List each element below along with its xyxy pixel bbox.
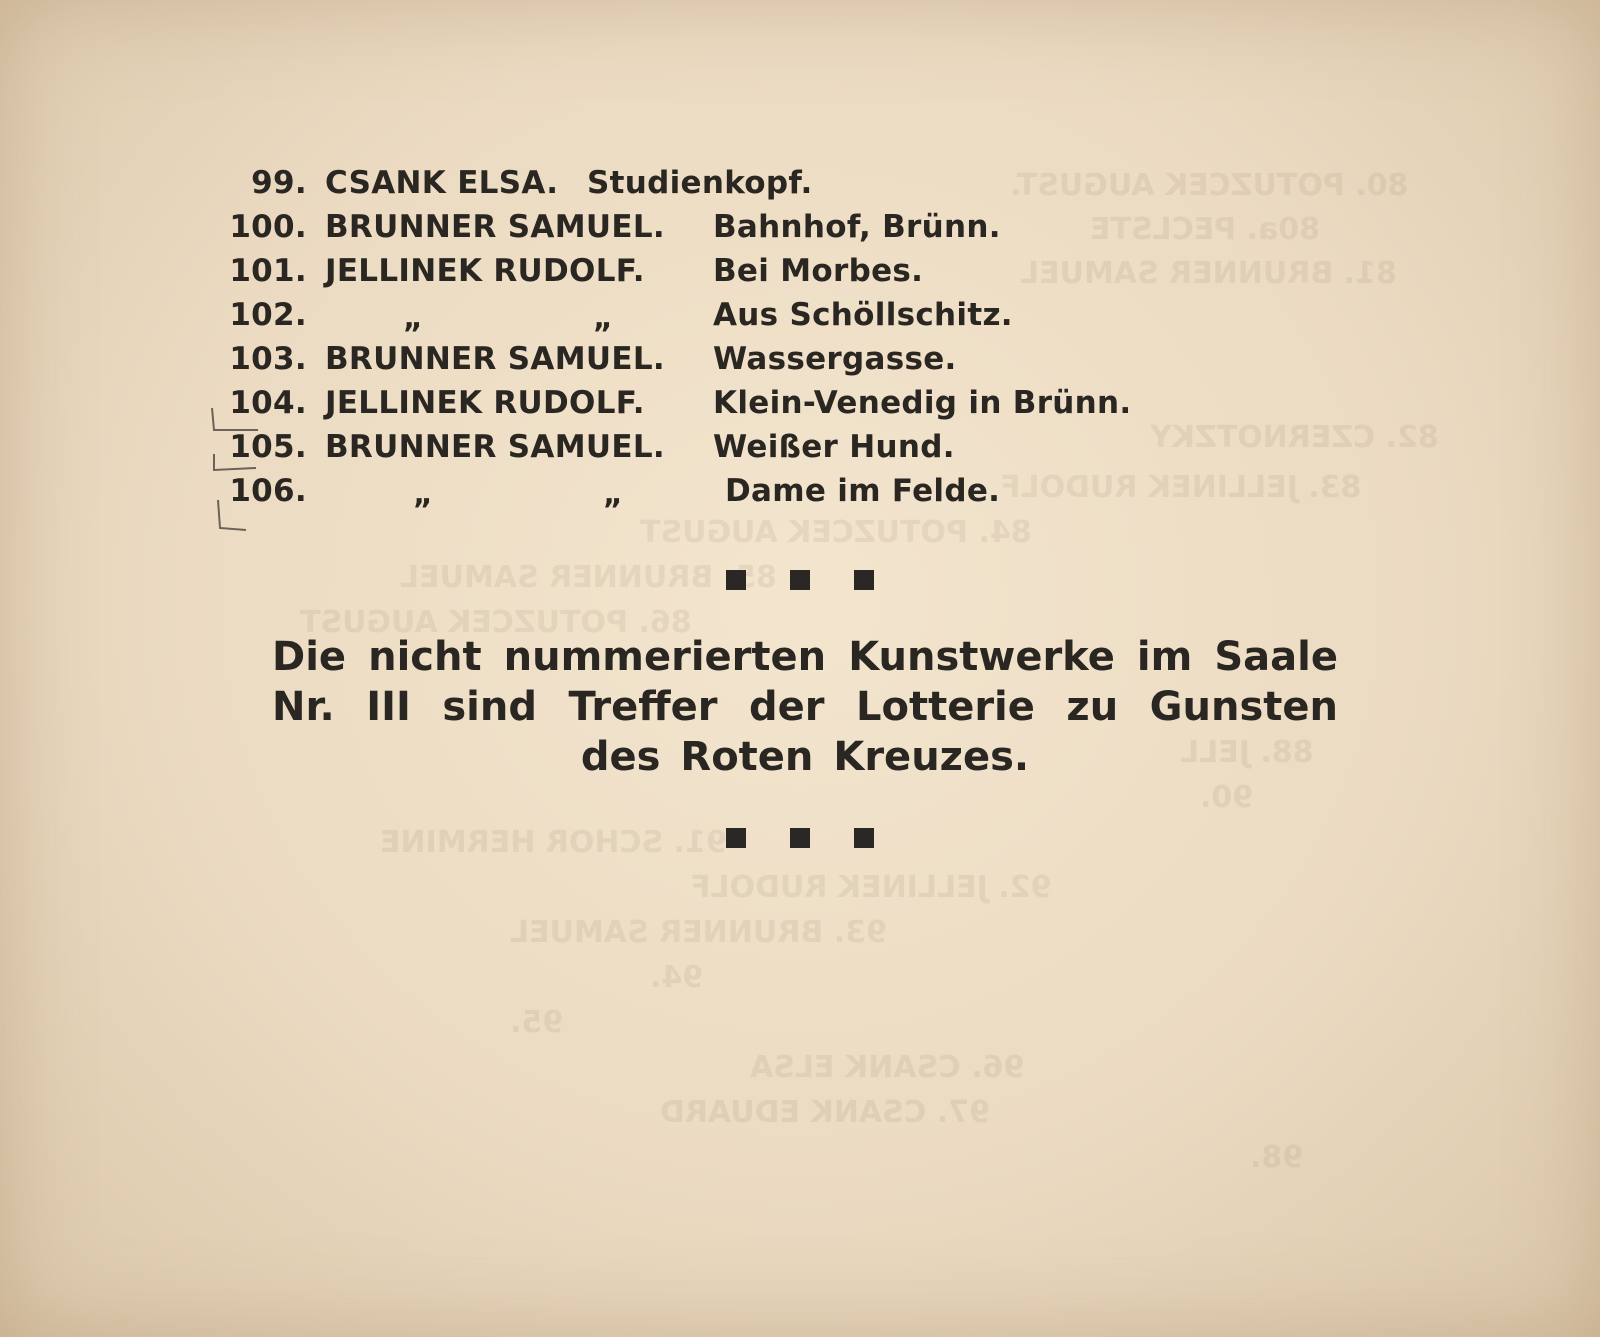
divider-square [790,570,810,590]
section-divider [0,828,1600,848]
reverse-page-bleed-through: 80. POTUZCEK AUGUST. 80a. PECLSTE 81. BRUNNER SAMUEL 82. CZERNOTZKY 83. JELLINEK RUDOLF 84. POTUZCEK AUGUST 85. BRUNNER SAMUEL 86. POTUZCEK AUGUST 88. JELL 90. 91. SCHOR HERMINE 92. JELLINEK RUDOLF 93. BRUNNER SAMUEL 94. 95. 96. CSANK ELSA 97. CSANK EDUARD 98. [300,168,1439,1175]
entry-number: 105. [229,429,307,465]
divider-square [726,570,746,590]
entry-title: Dame im Felde. [725,473,1001,509]
entry-title: Bahnhof, Brünn. [713,209,1001,245]
entry-number: 100. [229,209,307,245]
ditto-mark: „ [603,477,624,512]
divider-square [726,828,746,848]
entry-artist: CSANK ELSA. [325,165,559,201]
entry-artist: JELLINEK RUDOLF. [325,385,645,421]
ditto-mark: „ [593,301,614,336]
divider-square [790,828,810,848]
entry-artist: BRUNNER SAMUEL. [325,429,665,465]
entry-title: Klein-Venedig in Brünn. [713,385,1132,421]
entry-number: 102. [229,297,307,333]
entry-artist: JELLINEK RUDOLF. [325,253,645,289]
ditto-mark: „ [403,301,424,336]
entry-artist: BRUNNER SAMUEL. [325,209,665,245]
entry-number: 103. [229,341,307,377]
entry-artist: BRUNNER SAMUEL. [325,341,665,377]
divider-square [854,828,874,848]
entry-title: Studienkopf. [587,165,813,201]
entry-number: 106. [229,473,307,509]
pencil-marks [206,400,266,550]
entry-number: 101. [229,253,307,289]
lottery-notice: Die nicht nummerierten Kunstwerke im Saale Nr. III sind Treffer der Lotterie zu Gunsten des Roten Kreuzes. [272,634,1338,780]
entry-title: Wassergasse. [713,341,957,377]
entry-number: 99. [251,165,307,201]
entry-title: Aus Schöllschitz. [713,297,1013,333]
section-divider [0,570,1600,590]
entry-number: 104. [229,385,307,421]
ditto-mark: „ [413,477,434,512]
entry-title: Weißer Hund. [713,429,955,465]
entry-title: Bei Morbes. [713,253,924,289]
divider-square [854,570,874,590]
